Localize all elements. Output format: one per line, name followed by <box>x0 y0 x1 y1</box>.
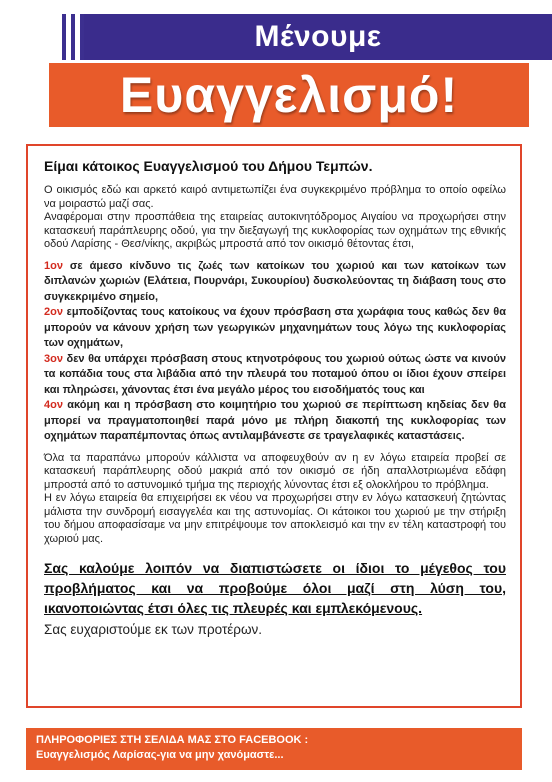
point-number: 2ον <box>44 306 63 318</box>
point-text: σε άμεσο κίνδυνο τις ζωές των κατοίκων του χωριού και των κατοίκων των διπλανών χωριών (Ελάτεια, Πουρνάρι, Συκουρίου) δυσκολεύοντας τη διάβαση τους στο συγκεκριμένο σημείο, <box>44 259 506 303</box>
point-text: εμποδίζοντας τους κατοίκους να έχουν πρόσβαση στα χωράφια τους καθώς δεν θα μπορούν να κάνουν χρήση των γεωργικών μηχανημάτων τους λόγω της κυκλοφορίας των οχημάτων, <box>44 306 506 349</box>
decor-stripe <box>62 14 66 60</box>
point-text: ακόμη και η πρόσβαση στο κοιμητήριο του χωριού σε περίπτωση κηδείας δεν θα μπορεί να πραγματοποιηθεί παρά μόνο με πλήρη διακοπή της κυκλοφορίας των οχημάτων παραπέμποντας όπως αντιλαμβάνεστε σε τραγελαφικές καταστάσεις. <box>44 399 506 442</box>
point-item <box>44 259 506 306</box>
content-heading: Είμαι κάτοικος Ευαγγελισμού του Δήμου Τεμπών. <box>44 158 373 174</box>
point-number: 3ον <box>44 352 63 365</box>
point-item <box>44 398 506 445</box>
thanks-line: Σας ευχαριστούμε εκ των προτέρων. <box>44 622 263 637</box>
content-frame <box>26 144 522 708</box>
point-item <box>44 305 506 352</box>
footer-line-1: ΠΛΗΡΟΦΟΡΙΕΣ ΣΤΗ ΣΕΛΙΔΑ ΜΑΣ ΣΤΟ FACEBOOK : <box>36 734 309 746</box>
top-title: Μένουμε <box>254 20 382 53</box>
intro-paragraph-2: Αναφέρομαι στην προσπάθεια της εταιρείας αυτοκινητόδρομος Αιγαίου να προχωρήσει στην κατασκευή παράπλευρης οδού, για την διεξαγωγή της κυκλοφορίας των οχημάτων της εθνικής οδού Λαρίσης - Θεσ/νίκης, ακριβώς μπροστά από τον οικισμό θέτοντας έτσι, <box>44 211 506 250</box>
body-paragraph-2: Η εν λόγω εταιρεία θα επιχειρήσει εκ νέου να προχωρήσει στην εν λόγω κατασκευή ζητώντας μάλιστα την συνδρομή εισαγγελέα και της αστυνομίας. Οι κάτοικοι του χωριού με την στήριξη του δήμου αποφασίσαμε να μην επιτρέψουμε τον αποκλεισμό και την εν τέλη καταστροφή του χωριού μας. <box>44 492 506 545</box>
top-title-banner <box>84 14 552 60</box>
footer-banner <box>26 728 522 770</box>
closing-appeal: Σας καλούμε λοιπόν να διαπιστώσετε οι ίδιοι το μέγεθος του προβλήματος και να προβούμε όλοι μαζί στη λύση του, ικανοποιώντας έτσι όλες τις πλευρές και εμπλεκόμενους. <box>44 560 506 616</box>
point-item <box>44 352 506 399</box>
point-number: 1ον <box>44 259 63 272</box>
body-paragraph-1: Όλα τα παραπάνω μπορούν κάλλιστα να αποφευχθούν αν η εν λόγω εταιρεία προβεί σε κατασκευή παράπλευρης οδού μακριά από τον οικισμό σε ήδη απαλλοτριωμένα εδάφη μπροστά από το αστυνομικό τμήμα της περιοχής λύνοντας έτσι εξ ολοκλήρου το πρόβλημα. <box>44 451 506 491</box>
intro-paragraph-1: Ο οικισμός εδώ και αρκετό καιρό αντιμετωπίζει ένα συγκεκριμένο πρόβλημα το οποίο οφείλω να μοιραστώ μαζί σας. <box>44 184 506 210</box>
point-number: 4ον <box>44 399 63 411</box>
main-title-banner <box>49 63 529 127</box>
footer-line-2: Ευαγγελισμός Λαρίσας-για να μην χανόμαστε... <box>36 749 284 761</box>
main-title: Ευαγγελισμό! <box>119 67 459 123</box>
decor-stripe <box>71 14 75 60</box>
point-text: δεν θα υπάρχει πρόσβαση στους κτηνοτρόφους του χωριού ούτως ώστε να κινούν τα κοπάδια τους στα λιβάδια από την πλευρά του ποταμού όπου οι ίδιοι έχουν σπείρει και πληρώσει, χάνοντας έτσι ένα μεγάλο μέρος του εισοδήματός τους και <box>44 352 506 396</box>
